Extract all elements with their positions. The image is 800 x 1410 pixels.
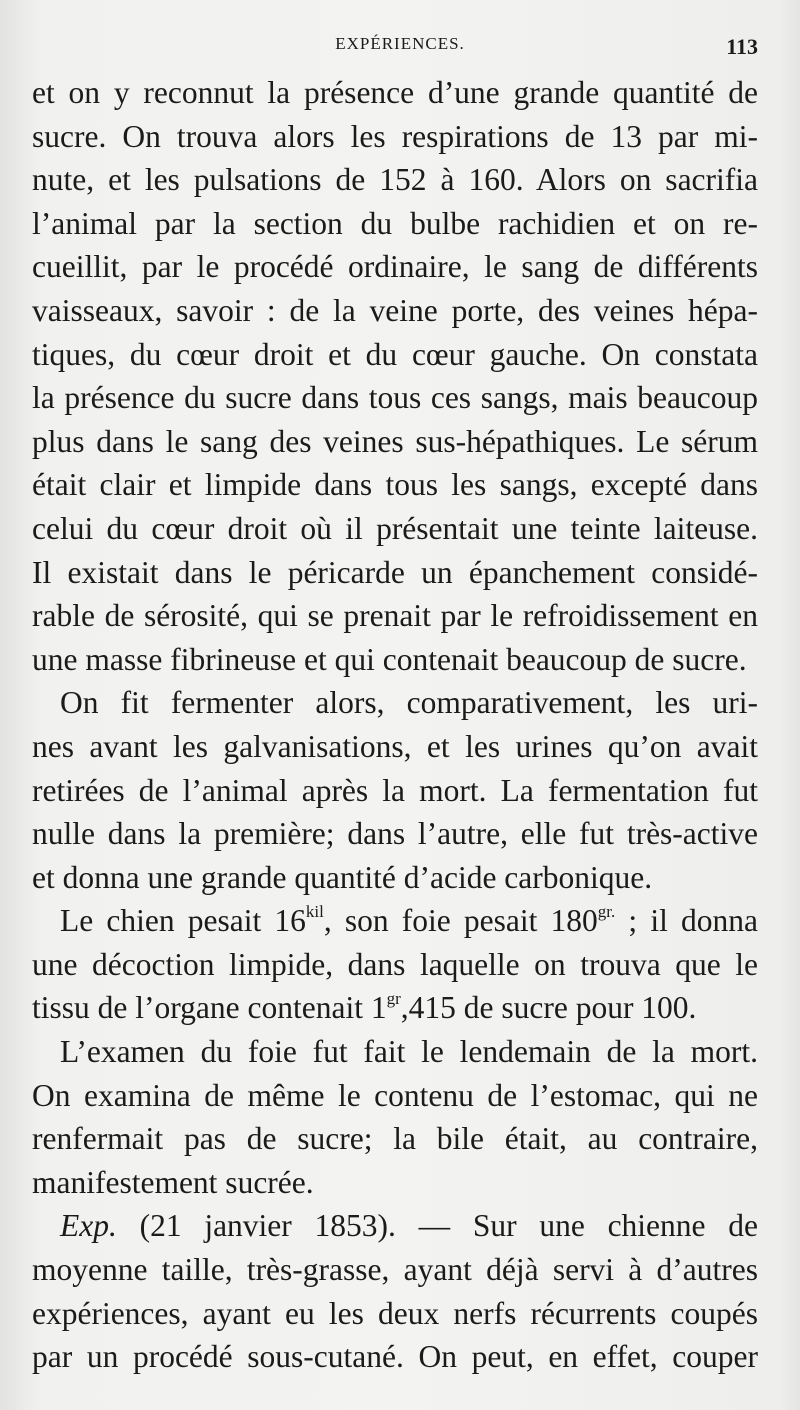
paragraph-start-line: L’examen du foie fut fait le lendemain de la mort. (60, 1034, 758, 1070)
running-title: EXPÉRIENCES. (335, 34, 465, 53)
unit-gr: gr (386, 989, 401, 1009)
text-line: tiques, du cœur droit et du cœur gauche. On constata (32, 336, 758, 372)
experiment-heading-line (32, 1204, 758, 1248)
page-header (0, 34, 800, 64)
text-line: une masse fibrineuse et qui contenait beaucoup de sucre. (32, 641, 747, 677)
text-line: plus dans le sang des veines sus-hépathiques. Le sérum (32, 423, 758, 459)
weight-line (32, 899, 758, 943)
unit-gr: gr. (597, 902, 616, 922)
sugar-text-end: ,415 de sucre pour 100. (400, 990, 697, 1026)
text-line: l’animal par la section du bulbe rachidien et on re- (32, 205, 758, 241)
experiment-date: (21 janvier 1853). — Sur une chienne de (116, 1208, 758, 1244)
text-line: et on y reconnut la présence d’une grande quantité de (32, 75, 758, 110)
weight-text-liver: , son foie pesait 180 (323, 903, 598, 939)
text-line: retirées de l’animal après la mort. La fermentation fut (32, 772, 758, 808)
text-line: On examina de même le contenu de l’estomac, qui ne (32, 1077, 758, 1113)
text-line: et donna une grande quantité d’acide carbonique. (32, 859, 653, 895)
text-line: manifestement sucrée. (32, 1164, 314, 1200)
text-line: nute, et les pulsations de 152 à 160. Alors on sacrifia (32, 162, 758, 198)
text-line: cueillit, par le procédé ordinaire, le sang de différents (32, 249, 758, 285)
body-text (32, 71, 758, 1379)
unit-kil: kil (305, 902, 324, 922)
text-line: par un procédé sous-cutané. On peut, en effet, couper (32, 1339, 758, 1375)
weight-text-end: ; il donna (615, 903, 758, 939)
sugar-text-start: tissu de l’organe contenait 1 (32, 990, 387, 1026)
text-line: rable de sérosité, qui se prenait par le refroidissement en (32, 598, 758, 634)
text-line: une décoction limpide, dans laquelle on trouva que le (32, 946, 758, 982)
text-line: Il existait dans le péricarde un épanchement considé- (32, 554, 758, 590)
text-line: nes avant les galvanisations, et les urines qu’on avait (32, 728, 758, 764)
weight-text-dog: Le chien pesait 16 (60, 903, 306, 939)
text-line: expériences, ayant eu les deux nerfs récurrents coupés (32, 1295, 758, 1331)
text-line: celui du cœur droit où il présentait une teinte laiteuse. (32, 510, 758, 546)
text-line: nulle dans la première; dans l’autre, elle fut très-active (32, 816, 758, 852)
text-line: renfermait pas de sucre; la bile était, au contraire, (32, 1121, 758, 1157)
text-line: la présence du sucre dans tous ces sangs, mais beaucoup (32, 380, 758, 416)
text-line: moyenne taille, très-grasse, ayant déjà servi à d’autres (32, 1252, 758, 1288)
page-number: 113 (726, 34, 758, 59)
text-line: était clair et limpide dans tous les sangs, excepté dans (32, 467, 758, 503)
text-line: vaisseaux, savoir : de la veine porte, des veines hépa- (32, 292, 758, 328)
paragraph-start-line: On fit fermenter alors, comparativement, les uri- (60, 685, 758, 721)
sugar-line (32, 986, 758, 1030)
text-line: sucre. On trouva alors les respirations de 13 par mi- (32, 118, 758, 154)
experiment-label: Exp. (60, 1208, 117, 1244)
